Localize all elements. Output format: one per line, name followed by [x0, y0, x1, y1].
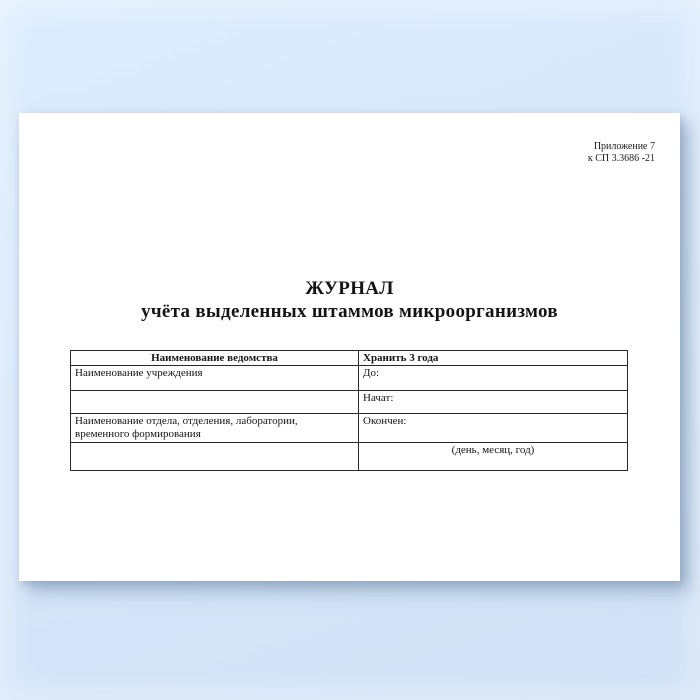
appendix-annotation	[588, 141, 655, 165]
document-page	[19, 113, 680, 581]
table-row	[71, 351, 628, 366]
title-block	[19, 277, 680, 323]
regulation-reference: к СП 3.3686 -21	[587, 153, 655, 164]
cell-date-format-hint: (день, месяц, год)	[359, 443, 628, 471]
cell-institution-name: Наименование учреждения	[71, 366, 359, 391]
cell-unit-name: Наименование отдела, отделения, лаборатории, временного формирования	[71, 414, 359, 443]
cell-keep-until-label: До:	[359, 366, 628, 391]
cell-started-label: Начат:	[359, 391, 628, 414]
document-title: ЖУРНАЛ	[305, 278, 394, 299]
cell-empty	[71, 443, 359, 471]
appendix-number: Приложение 7	[593, 141, 655, 152]
table-row	[71, 443, 628, 471]
registration-form-table	[70, 350, 628, 471]
cell-empty	[71, 391, 359, 414]
document-subtitle: учёта выделенных штаммов микроорганизмов	[141, 301, 558, 322]
cell-department-header: Наименование ведомства	[71, 351, 359, 366]
cell-finished-label: Окончен:	[359, 414, 628, 443]
table-row	[71, 414, 628, 443]
table-row	[71, 391, 628, 414]
cell-retention-period: Хранить 3 года	[359, 351, 628, 366]
table-row	[71, 366, 628, 391]
